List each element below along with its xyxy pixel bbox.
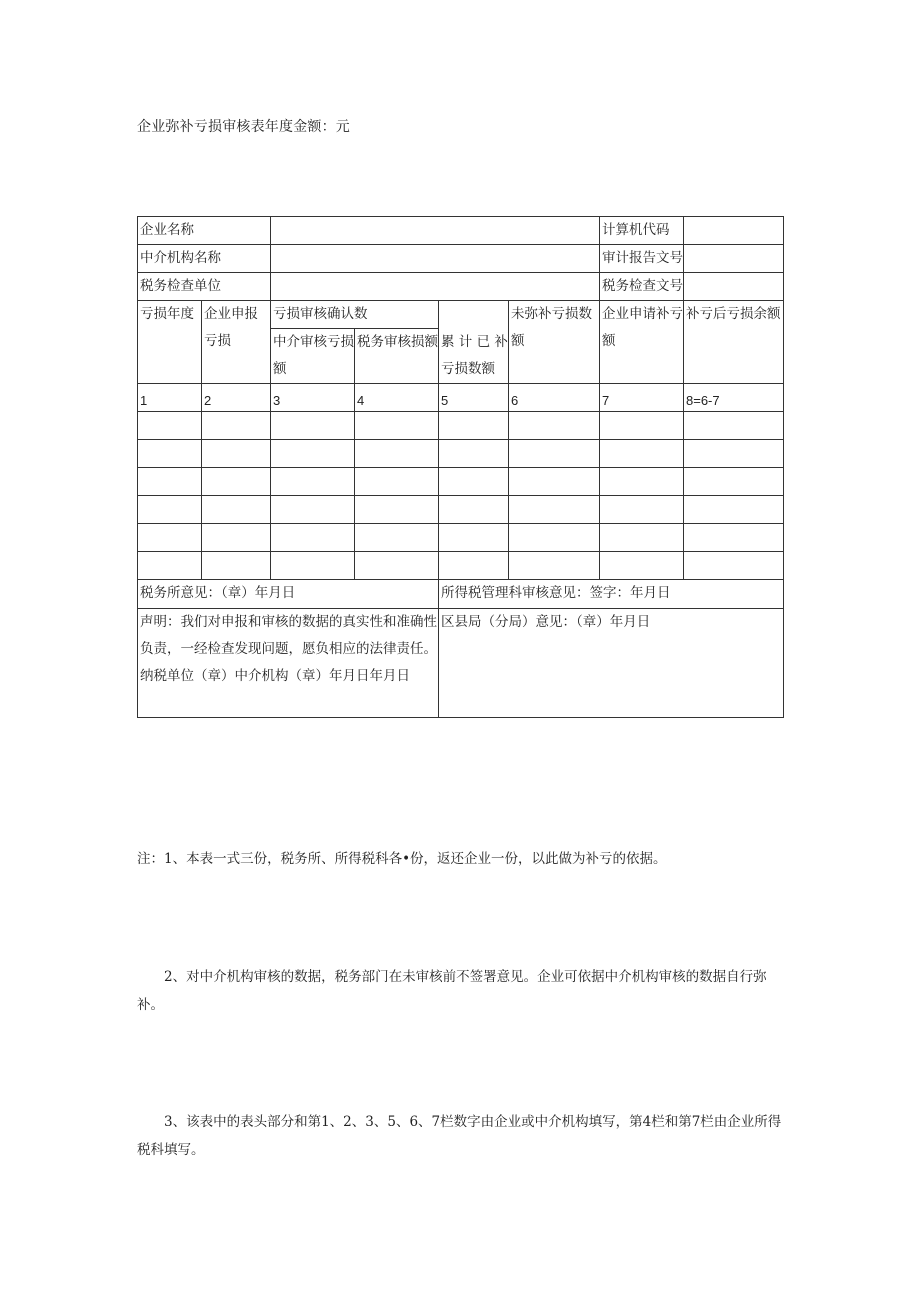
inspection-unit-label: 税务检查单位 bbox=[138, 273, 271, 301]
data-cell[interactable] bbox=[355, 496, 439, 524]
computer-code-field[interactable] bbox=[684, 217, 784, 245]
data-cell[interactable] bbox=[684, 524, 784, 552]
income-tax-dept-opinion: 所得税管理科审核意见：签字：年月日 bbox=[439, 580, 784, 609]
data-cell[interactable] bbox=[355, 440, 439, 468]
statement-row bbox=[138, 609, 784, 718]
data-cell[interactable] bbox=[138, 496, 202, 524]
inspection-unit-field[interactable] bbox=[271, 273, 600, 301]
data-cell[interactable] bbox=[138, 524, 202, 552]
data-cell[interactable] bbox=[509, 524, 600, 552]
data-cell[interactable] bbox=[600, 440, 684, 468]
data-cell[interactable] bbox=[355, 552, 439, 580]
data-cell[interactable] bbox=[684, 468, 784, 496]
column-number: 7 bbox=[600, 384, 684, 412]
data-cell[interactable] bbox=[138, 440, 202, 468]
data-row bbox=[138, 412, 784, 440]
data-cell[interactable] bbox=[509, 440, 600, 468]
inspection-doc-no-field[interactable] bbox=[684, 273, 784, 301]
data-row bbox=[138, 440, 784, 468]
data-cell[interactable] bbox=[509, 552, 600, 580]
page-title: 企业弥补亏损审核表年度金额：元 bbox=[137, 119, 350, 135]
data-cell[interactable] bbox=[439, 524, 509, 552]
header-confirmed-group: 亏损审核确认数 bbox=[271, 301, 439, 329]
declaration-statement: 声明：我们对申报和审核的数据的真实性和准确性负责，一经检查发现问题，愿负相应的法律责任。纳税单位（章）中介机构（章）年月日年月日 bbox=[138, 609, 439, 718]
data-row bbox=[138, 496, 784, 524]
column-number: 2 bbox=[202, 384, 271, 412]
column-number-row bbox=[138, 384, 784, 412]
data-cell[interactable] bbox=[439, 468, 509, 496]
audit-report-no-label: 审计报告文号 bbox=[600, 245, 684, 273]
agency-name-label: 中介机构名称 bbox=[138, 245, 271, 273]
data-cell[interactable] bbox=[202, 496, 271, 524]
data-cell[interactable] bbox=[684, 440, 784, 468]
data-cell[interactable] bbox=[138, 412, 202, 440]
tax-office-opinion: 税务所意见：（章）年月日 bbox=[138, 580, 439, 609]
column-number: 1 bbox=[138, 384, 202, 412]
data-cell[interactable] bbox=[202, 440, 271, 468]
data-cell[interactable] bbox=[271, 524, 355, 552]
column-number: 3 bbox=[271, 384, 355, 412]
data-cell[interactable] bbox=[600, 552, 684, 580]
header-tax-audit: 税务审核损额 bbox=[355, 329, 439, 384]
data-cell[interactable] bbox=[509, 412, 600, 440]
audit-report-no-field[interactable] bbox=[684, 245, 784, 273]
data-cell[interactable] bbox=[271, 412, 355, 440]
data-cell[interactable] bbox=[355, 468, 439, 496]
header-apply-offset: 企业申请补亏额 bbox=[600, 301, 684, 384]
column-number: 6 bbox=[509, 384, 600, 412]
data-cell[interactable] bbox=[509, 468, 600, 496]
data-cell[interactable] bbox=[271, 468, 355, 496]
data-cell[interactable] bbox=[271, 552, 355, 580]
data-cell[interactable] bbox=[684, 552, 784, 580]
data-cell[interactable] bbox=[439, 552, 509, 580]
header-row-1 bbox=[138, 301, 784, 329]
data-cell[interactable] bbox=[600, 524, 684, 552]
opinion-row bbox=[138, 580, 784, 609]
header-after-balance: 补亏后亏损余额 bbox=[684, 301, 784, 384]
data-cell[interactable] bbox=[684, 496, 784, 524]
data-cell[interactable] bbox=[355, 524, 439, 552]
info-row-company bbox=[138, 217, 784, 245]
loss-audit-table bbox=[137, 216, 784, 718]
header-declared-loss: 企业申报亏损 bbox=[202, 301, 271, 384]
company-name-field[interactable] bbox=[271, 217, 600, 245]
data-row bbox=[138, 468, 784, 496]
info-row-inspection bbox=[138, 273, 784, 301]
header-unmade-loss: 未弥补亏损数额 bbox=[509, 301, 600, 384]
data-cell[interactable] bbox=[600, 412, 684, 440]
data-cell[interactable] bbox=[271, 496, 355, 524]
data-cell[interactable] bbox=[202, 412, 271, 440]
data-cell[interactable] bbox=[684, 412, 784, 440]
data-cell[interactable] bbox=[439, 440, 509, 468]
column-number: 4 bbox=[355, 384, 439, 412]
data-cell[interactable] bbox=[138, 468, 202, 496]
district-bureau-opinion: 区县局（分局）意见：（章）年月日 bbox=[439, 609, 784, 718]
inspection-doc-no-label: 税务检查文号 bbox=[600, 273, 684, 301]
data-cell[interactable] bbox=[202, 524, 271, 552]
data-cell[interactable] bbox=[271, 440, 355, 468]
data-cell[interactable] bbox=[600, 468, 684, 496]
data-cell[interactable] bbox=[138, 552, 202, 580]
data-cell[interactable] bbox=[355, 412, 439, 440]
company-name-label: 企业名称 bbox=[138, 217, 271, 245]
data-cell[interactable] bbox=[600, 496, 684, 524]
data-cell[interactable] bbox=[202, 552, 271, 580]
header-loss-year: 亏损年度 bbox=[138, 301, 202, 384]
data-cell[interactable] bbox=[509, 496, 600, 524]
column-number: 5 bbox=[439, 384, 509, 412]
computer-code-label: 计算机代码 bbox=[600, 217, 684, 245]
info-row-agency bbox=[138, 245, 784, 273]
column-number: 8=6-7 bbox=[684, 384, 784, 412]
data-row bbox=[138, 524, 784, 552]
data-cell[interactable] bbox=[202, 468, 271, 496]
data-cell[interactable] bbox=[439, 412, 509, 440]
agency-name-field[interactable] bbox=[271, 245, 600, 273]
data-cell[interactable] bbox=[439, 496, 509, 524]
note-1: 注：1、本表一式三份，税务所、所得税科各•份，返还企业一份，以此做为补亏的依据。 bbox=[137, 851, 667, 867]
data-row bbox=[138, 552, 784, 580]
header-agency-audit: 中介审核亏损额 bbox=[271, 329, 355, 384]
note-3: 3、该表中的表头部分和第1、2、3、5、6、7栏数字由企业或中介机构填写，第4栏和第7栏由企业所得税科填写。 bbox=[137, 1114, 782, 1158]
header-cumulative-offset: 累 计 已 补亏损数额 bbox=[439, 301, 509, 384]
note-2: 2、对中介机构审核的数据，税务部门在未审核前不签署意见。企业可依据中介机构审核的数据自行弥补。 bbox=[137, 969, 767, 1013]
